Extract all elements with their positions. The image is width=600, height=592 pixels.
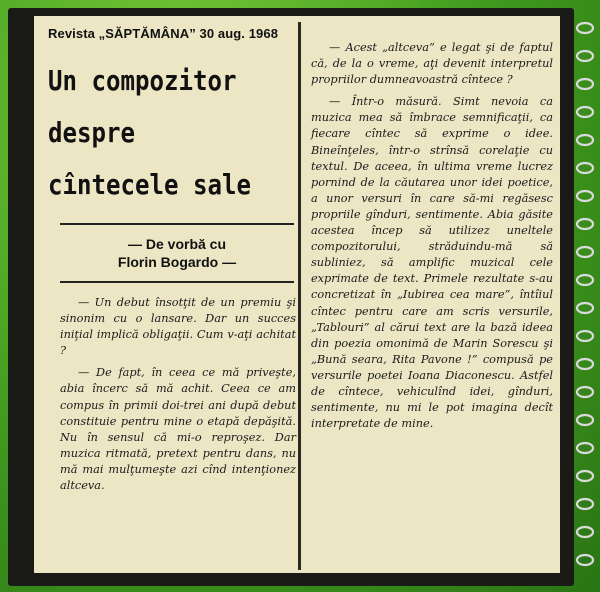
headline-line: cîntecele sale bbox=[48, 168, 251, 201]
spiral-binding bbox=[572, 16, 598, 576]
rule-top bbox=[60, 223, 294, 225]
article-headline bbox=[48, 55, 261, 211]
headline-line: Un compozitor bbox=[48, 64, 237, 97]
left-body bbox=[60, 295, 296, 494]
headline-line: despre bbox=[48, 116, 135, 149]
left-column bbox=[48, 22, 296, 500]
column-divider bbox=[298, 22, 301, 570]
subtitle-line: — De vorbă cu bbox=[127, 236, 227, 252]
publication-source: Revista „SĂPTĂMÂNA” 30 aug. 1968 bbox=[48, 26, 279, 41]
interview-answer: — Într-o măsură. Simt nevoia ca muzica mea să îmbrace semnificaţii, ca fiecare cîntec să exprime o idee. Bineînţeles, într-o strînsă corelaţie cu textul. De aceea, în ultima vreme lucrez pornind de la căutarea unor idei poetice, a unor versuri în care să-mi regăsesc propriile gînduri, sentimente. Abia găsite acestea încep să utilizez uneltele compozitorului, străduindu-mă să subliniez, să amplific muzical cele exprimate de text. Primele rezultate s-au concretizat în „Iubirea cea mare”, întîiul cîntec pentru care am scris versurile, „Tablouri” al cărui text are la bază ideea din poezia omonimă de Marin Sorescu şi „Bună seara, Rita Pavone !” compusă pe versurile poetei Ioana Diaconescu. Astfel de cîntece, vehiculînd idei, gînduri, sentimente, nu mi le pot imagina decît interpretate de mine. bbox=[311, 95, 553, 431]
interview-question: — Acest „altceva” e legat şi de faptul că, de la o vreme, aţi devenit interpretul propriilor dumneavoastră cîntece ? bbox=[311, 41, 553, 87]
interview-answer: — De fapt, în ceea ce mă priveşte, abia încerc să mă achit. Ceea ce am compus în primii doi-trei ani după debut constituie pentru mine o etapă depăşită. Nu în sensul că mi-o reproşez. Dar muzica ritmată, pretext pentru dans, nu mă mai mulţumeşte azi cînd intenţionez altceva. bbox=[60, 366, 296, 493]
right-column bbox=[311, 40, 553, 438]
article-subtitle bbox=[60, 235, 294, 271]
subtitle-line: Florin Bogardo — bbox=[117, 254, 237, 270]
interview-question: — Un debut însotţit de un premiu şi sinonim cu o lansare. Dar un succes iniţial implică obligaţii. Cum v-aţi achitat ? bbox=[60, 296, 296, 358]
rule-bottom bbox=[60, 281, 294, 283]
